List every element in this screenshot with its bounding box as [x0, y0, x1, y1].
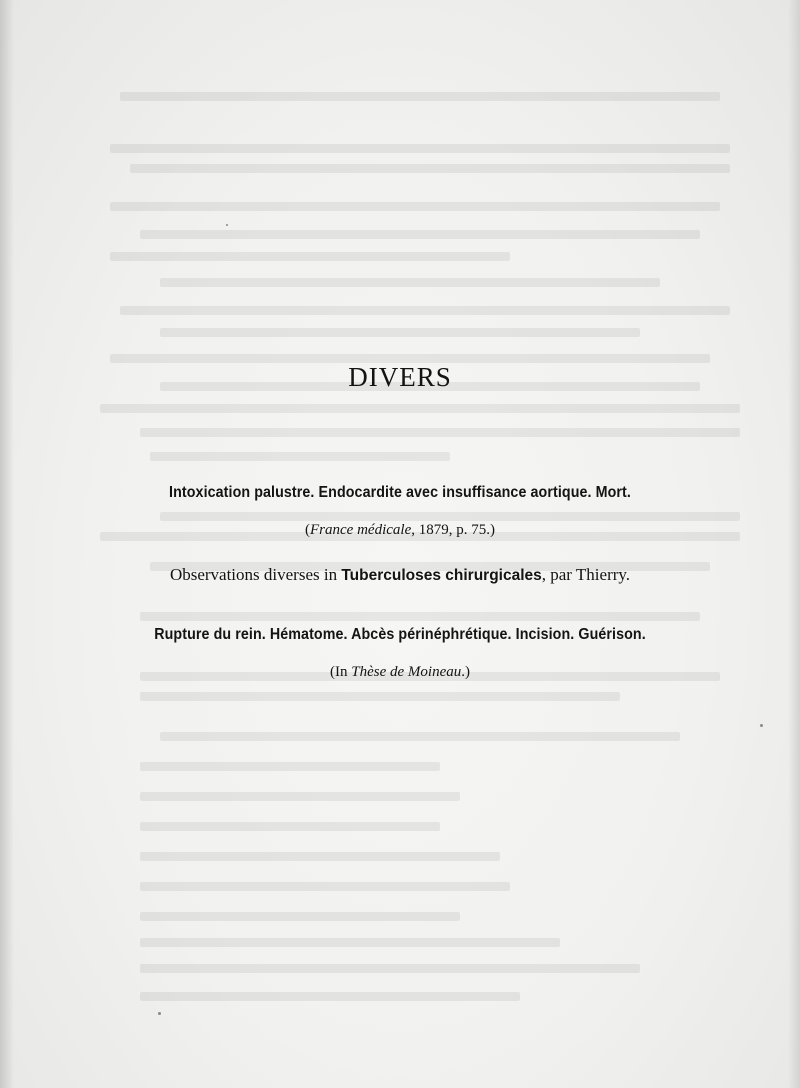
show-through-line: [140, 762, 440, 771]
show-through-line: [140, 612, 700, 621]
paper-speck: [226, 224, 228, 226]
entry-1-reference: (France médicale, 1879, p. 75.): [305, 522, 495, 538]
show-through-line: [110, 202, 720, 211]
page-right-shadow: [788, 0, 800, 1088]
show-through-line: [160, 278, 660, 287]
show-through-line: [140, 692, 620, 701]
entry-2-line: Observations diverses in Tuberculoses chirurgicales, par Thierry.: [169, 565, 631, 584]
entry-1-title: Intoxication palustre. Endocardite avec insuffisance aortique. Mort.: [169, 484, 631, 501]
show-through-line: [160, 512, 740, 521]
show-through-line: [140, 912, 460, 921]
show-through-line: [140, 992, 520, 1001]
show-through-text: [100, 92, 740, 1012]
show-through-line: [110, 252, 510, 261]
paper-speck: [158, 1012, 161, 1015]
show-through-line: [110, 144, 730, 153]
entry-1-source: France médicale: [310, 522, 412, 538]
show-through-line: [150, 452, 450, 461]
show-through-line: [140, 964, 640, 973]
show-through-line: [140, 792, 460, 801]
show-through-line: [140, 428, 740, 437]
show-through-line: [120, 92, 720, 101]
entry-3-source: Thèse de Moineau: [351, 664, 462, 680]
show-through-line: [140, 882, 510, 891]
show-through-line: [140, 852, 500, 861]
section-heading: DIVERS: [348, 362, 452, 392]
page-left-shadow: [0, 0, 14, 1088]
entry-2-book-title: Tuberculoses chirurgicales: [341, 567, 542, 584]
show-through-line: [100, 404, 740, 413]
paper-speck: [760, 724, 763, 727]
show-through-line: [140, 822, 440, 831]
show-through-line: [160, 328, 640, 337]
entry-3-title: Rupture du rein. Hématome. Abcès périnéphrétique. Incision. Guérison.: [154, 626, 646, 643]
show-through-line: [140, 938, 560, 947]
show-through-line: [140, 230, 700, 239]
show-through-line: [160, 732, 680, 741]
show-through-line: [120, 306, 730, 315]
show-through-line: [130, 164, 730, 173]
entry-3-reference: (In Thèse de Moineau.): [330, 664, 470, 680]
